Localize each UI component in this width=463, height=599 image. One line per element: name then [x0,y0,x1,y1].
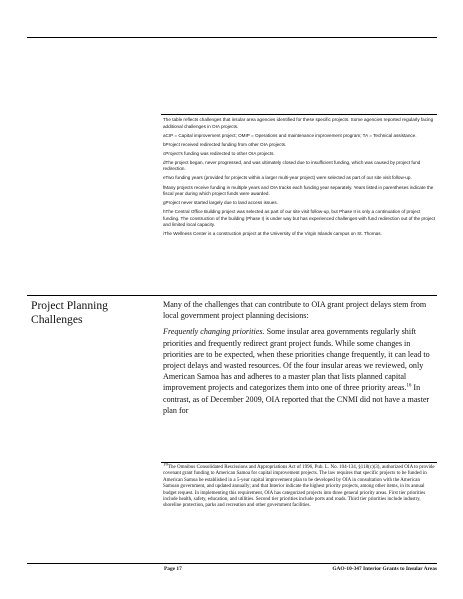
section-heading: Project Planning Challenges [31,299,108,326]
table-note: bProject received redirected funding from other OIA projects. [163,141,287,147]
table-note: fMany projects receive funding in multiple years and OIA tracks each funding year separately. Years listed in parentheses indicate the fiscal year during which project funds were awarded. [163,184,434,197]
table-note: cProject's funding was redirected to other OIA projects. [163,150,275,156]
footer-rule [27,563,437,564]
page-number: Page 17 [164,566,182,572]
footnote-text: The Omnibus Consolidated Rescissions and Appropriations Act of 1996, Pub. L. No. 104-134, §118(c)(3), authorized OIA to provide covenant grant funding to American Samoa for capital improvement projects. The law requires that specific projects to be funded in American Samoa be established in a 5-year capital improvement plan to be developed by OIA in consultation with the American Samoan government, and updated annually; and that Interior indicate the highest priority projects, among other items, in its annual budget request. In implementing this requirement, OIA has categorized projects into three general priority areas. First tier priorities include health, safety, education, and utilities. Second tier priorities include ports and roads. Third tier priorities include industry, shoreline protection, parks and recreation and other government facilities. [163,465,435,509]
section-body [163,299,437,421]
footnote-reference: 16 [406,383,412,389]
footnote [163,462,437,510]
section-rule [27,295,437,296]
paragraph-subhead: Frequently changing priorities. [163,327,265,337]
table-note: aCIP = Capital improvement project; OMIP = Operations and maintenance improvement program; TA = Technical assistance. [163,132,417,138]
top-rule [27,37,437,38]
footnote-rule [161,462,437,463]
table-note: gProject never started largely due to land access issues. [163,200,278,206]
table-note: dThe project began, never progressed, and was ultimately closed due to insufficient funding, which was caused by project fund redirection. [163,159,421,172]
footnote-number: 16 [163,462,168,468]
table-note: The table reflects challenges that insular area agencies identified for these specific projects. Some agencies reported regularly facing additional challenges in OIA projects. [163,117,434,129]
priorities-paragraph [163,326,437,416]
table-note: hThe Central Office Building project was selected as part of our site visit follow-up, but Phase II is only a continuation of project funding. The construction of the building (Phase I) is under way but has experienced challenges with fund redirection out of the project and limited local capacity. [163,209,436,228]
document-id: GAO-10-347 Interior Grants to Insular Areas [332,566,437,572]
paragraph-text: Some insular area governments regularly shift priorities and frequently redirect grant project funds. While some changes in priorities are to be expected, when these priorities change frequently, it can lead to project delays and wasted resources. Of the four insular areas we reviewed, only American Samoa has and adheres to a master plan that lists planned capital improvement projects and categorizes them into one of three priority areas. [163,327,430,393]
paragraph-text-continued: In contrast, as of December 2009, OIA reported that the CNMI did not have a master plan for [163,383,430,415]
intro-paragraph: Many of the challenges that can contribute to OIA grant project delays stem from local government project planning decisions: [163,300,427,321]
table-notes-rule [161,114,437,115]
table-note: iThe Wellness Center is a construction project at the University of the Virgin Islands campus on St. Thomas. [163,231,382,237]
table-notes [163,117,437,240]
table-note: eTwo funding years (provided for projects within a larger multi-year project) were selected as part of our site visit follow-up. [163,175,412,181]
